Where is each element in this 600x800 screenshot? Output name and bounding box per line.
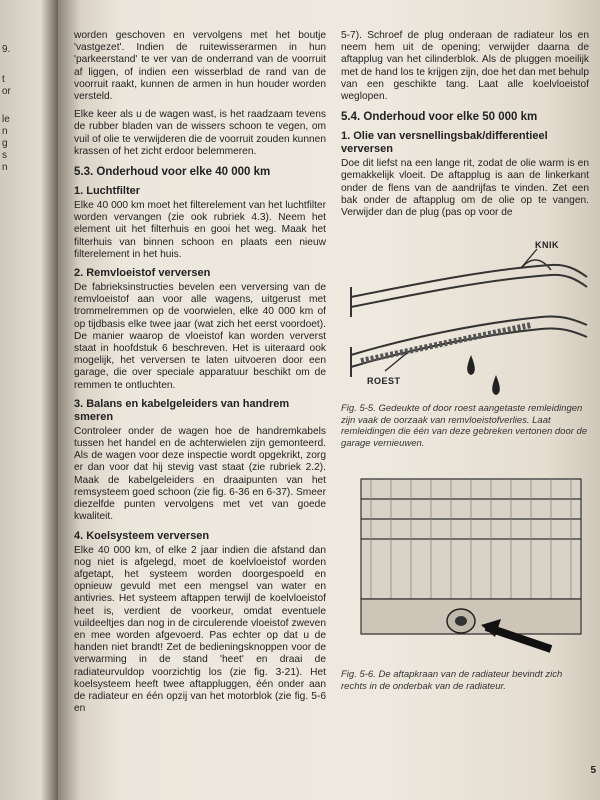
label-roest: ROEST (367, 376, 401, 387)
previous-page-edge (0, 0, 58, 800)
page-number: 5 (590, 765, 596, 776)
prev-page-fragment: s (2, 150, 7, 161)
figure-caption: Fig. 5-5. Gedeukte of door roest aangetaste remleidingen zijn vaak de oorzaak van remvloeistofverlies. Laat remleidingen die één van deze gebreken vertonen door de garage vernieuwen. (341, 403, 588, 449)
label-knik: KNIK (535, 240, 559, 251)
prev-page-fragment: or (2, 86, 11, 97)
knik-pointer (521, 249, 537, 268)
item-heading: 4. Koelsysteem verversen (74, 529, 210, 542)
item-text: Elke 40 000 km, of elke 2 jaar indien die afstand dan nog niet is afgelegd, moet de koelvloeistof worden afgetapt, het systeem worden doorgespoeld en opnieuw gevuld met een mengsel van water en antivries. Het systeem aftappen terwijl de koelvloeistof heet is, verdient de voorkeur, omdat eventuele vuildeeltjes dan nog in de circulerende vloeistof zweven en mee worden afgevoerd. Pas echter op dat u de handen niet brandt! Zet de bedieningsknoppen voor de verwarming in de stand 'heet' en draai de radiateurvuldop voorzichtig los (zie fig. 3-21). Het koelsysteem heeft twee aftappluggen, één onder aan de radiateur en één opzij van het motorblok (zie fig. 5-6 en (74, 544, 326, 715)
drain-valve (447, 609, 475, 633)
figure-caption: Fig. 5-6. De aftapkraan van de radiateur bevindt zich rechts in de onderbak van de radiateur. (341, 669, 563, 692)
prev-page-fragment: 9. (2, 44, 11, 55)
item-heading: 3. Balans en kabelgeleiders van handrem smeren (74, 397, 290, 423)
subsection-heading: 1. Olie van versnellingsbak/differentieel verversen (341, 130, 548, 156)
subsection-text: Doe dit liefst na een lange rit, zodat de olie warm is en gemakkelijk vloeit. De aftapplug is aan de linkerkant onder de flens van de aandrijfas te vinden. Zet een bak onder de aftapplug om de olie op te vangen. Verwijder dan de plug (pas op voor de (341, 158, 589, 219)
prev-page-fragment: g (2, 138, 8, 149)
prev-page-fragment: n (2, 126, 8, 137)
figure-radiator-drain (341, 459, 589, 669)
prev-page-fragment: le (2, 114, 10, 125)
manual-page (58, 0, 600, 800)
prev-page-fragment: t (2, 74, 5, 85)
continued-paragraph: 5-7). Schroef de plug onderaan de radiateur los en neem hem uit de opening; verwijder daarna de aftapplug van het cilinderblok. Als de pluggen moeilijk met de hand los te krijgen zijn, doe het dan met behulp van een geschikte tang. Laat alle koelvloeistof weglopen. (341, 30, 589, 103)
item-text: Controleer onder de wagen hoe de handremkabels tussen het handel en de achterwielen zijn gemonteerd. Als de wagen voor deze inspectie wordt opgekrikt, zorg er dan voor dat hij stevig vast staat (zie rubriek 2.2). Maak de kabelgeleiders en draaipunten van het remsysteem goed schoon (zie fig. 6-36 en 6-37). Smeer diezelfde punten vervolgens met vet van goede kwaliteit. (74, 425, 326, 523)
item-heading: 2. Remvloeistof verversen (74, 267, 211, 280)
left-column (74, 30, 326, 721)
item-text: De fabrieksinstructies bevelen een verversing van de remvloeistof aan voor alle wagens, uitgerust met trommelremmen op de voorwielen, elke 40 000 km of op tijdbasis elke twee jaar (wat zich het eerst voordoet). De manier waarop de vloeistof kan worden ververst staat in hoofdstuk 6 beschreven. Het is uiteraard ook mogelijk, het verversen te laten uitvoeren door een garage, die over speciale apparatuur beschikt om de remmen te ontluchten. (74, 282, 326, 391)
section-heading: 5.4. Onderhoud voor elke 50 000 km (341, 111, 538, 124)
figure-brake-pipes (341, 225, 589, 403)
radiator-illustration (341, 459, 589, 669)
intro-paragraph: Elke keer als u de wagen wast, is het raadzaam tevens de rubber bladen van de wissers schoon te vegen, om vuil of olie te verwijderen die de voorruit zouden kunnen krassen of het zicht erdoor belemmeren. (74, 109, 326, 157)
intro-paragraph: worden geschoven en vervolgens met het boutje 'vastgezet'. Indien de ruitewisserarmen in hun 'parkeerstand' te ver van de onderrand van de voorruit af liggen, of indien een wisserblad de rand van de voorruit raakt, kunnen de armen in hun houder worden versteld. (74, 30, 326, 103)
right-column (341, 30, 589, 692)
prev-page-fragment: n (2, 162, 8, 173)
section-heading: 5.3. Onderhoud voor elke 40 000 km (74, 166, 271, 179)
item-text: Elke 40 000 km moet het filterelement van het luchtfilter worden vervangen (zie ook rubriek 4.3). Neem het element uit het filterhuis en gooi het weg. Maak het filterhuis van binnen schoon en plaats een nieuw filterelement in het huis. (74, 200, 326, 260)
item-heading: 1. Luchtfilter (74, 185, 141, 198)
